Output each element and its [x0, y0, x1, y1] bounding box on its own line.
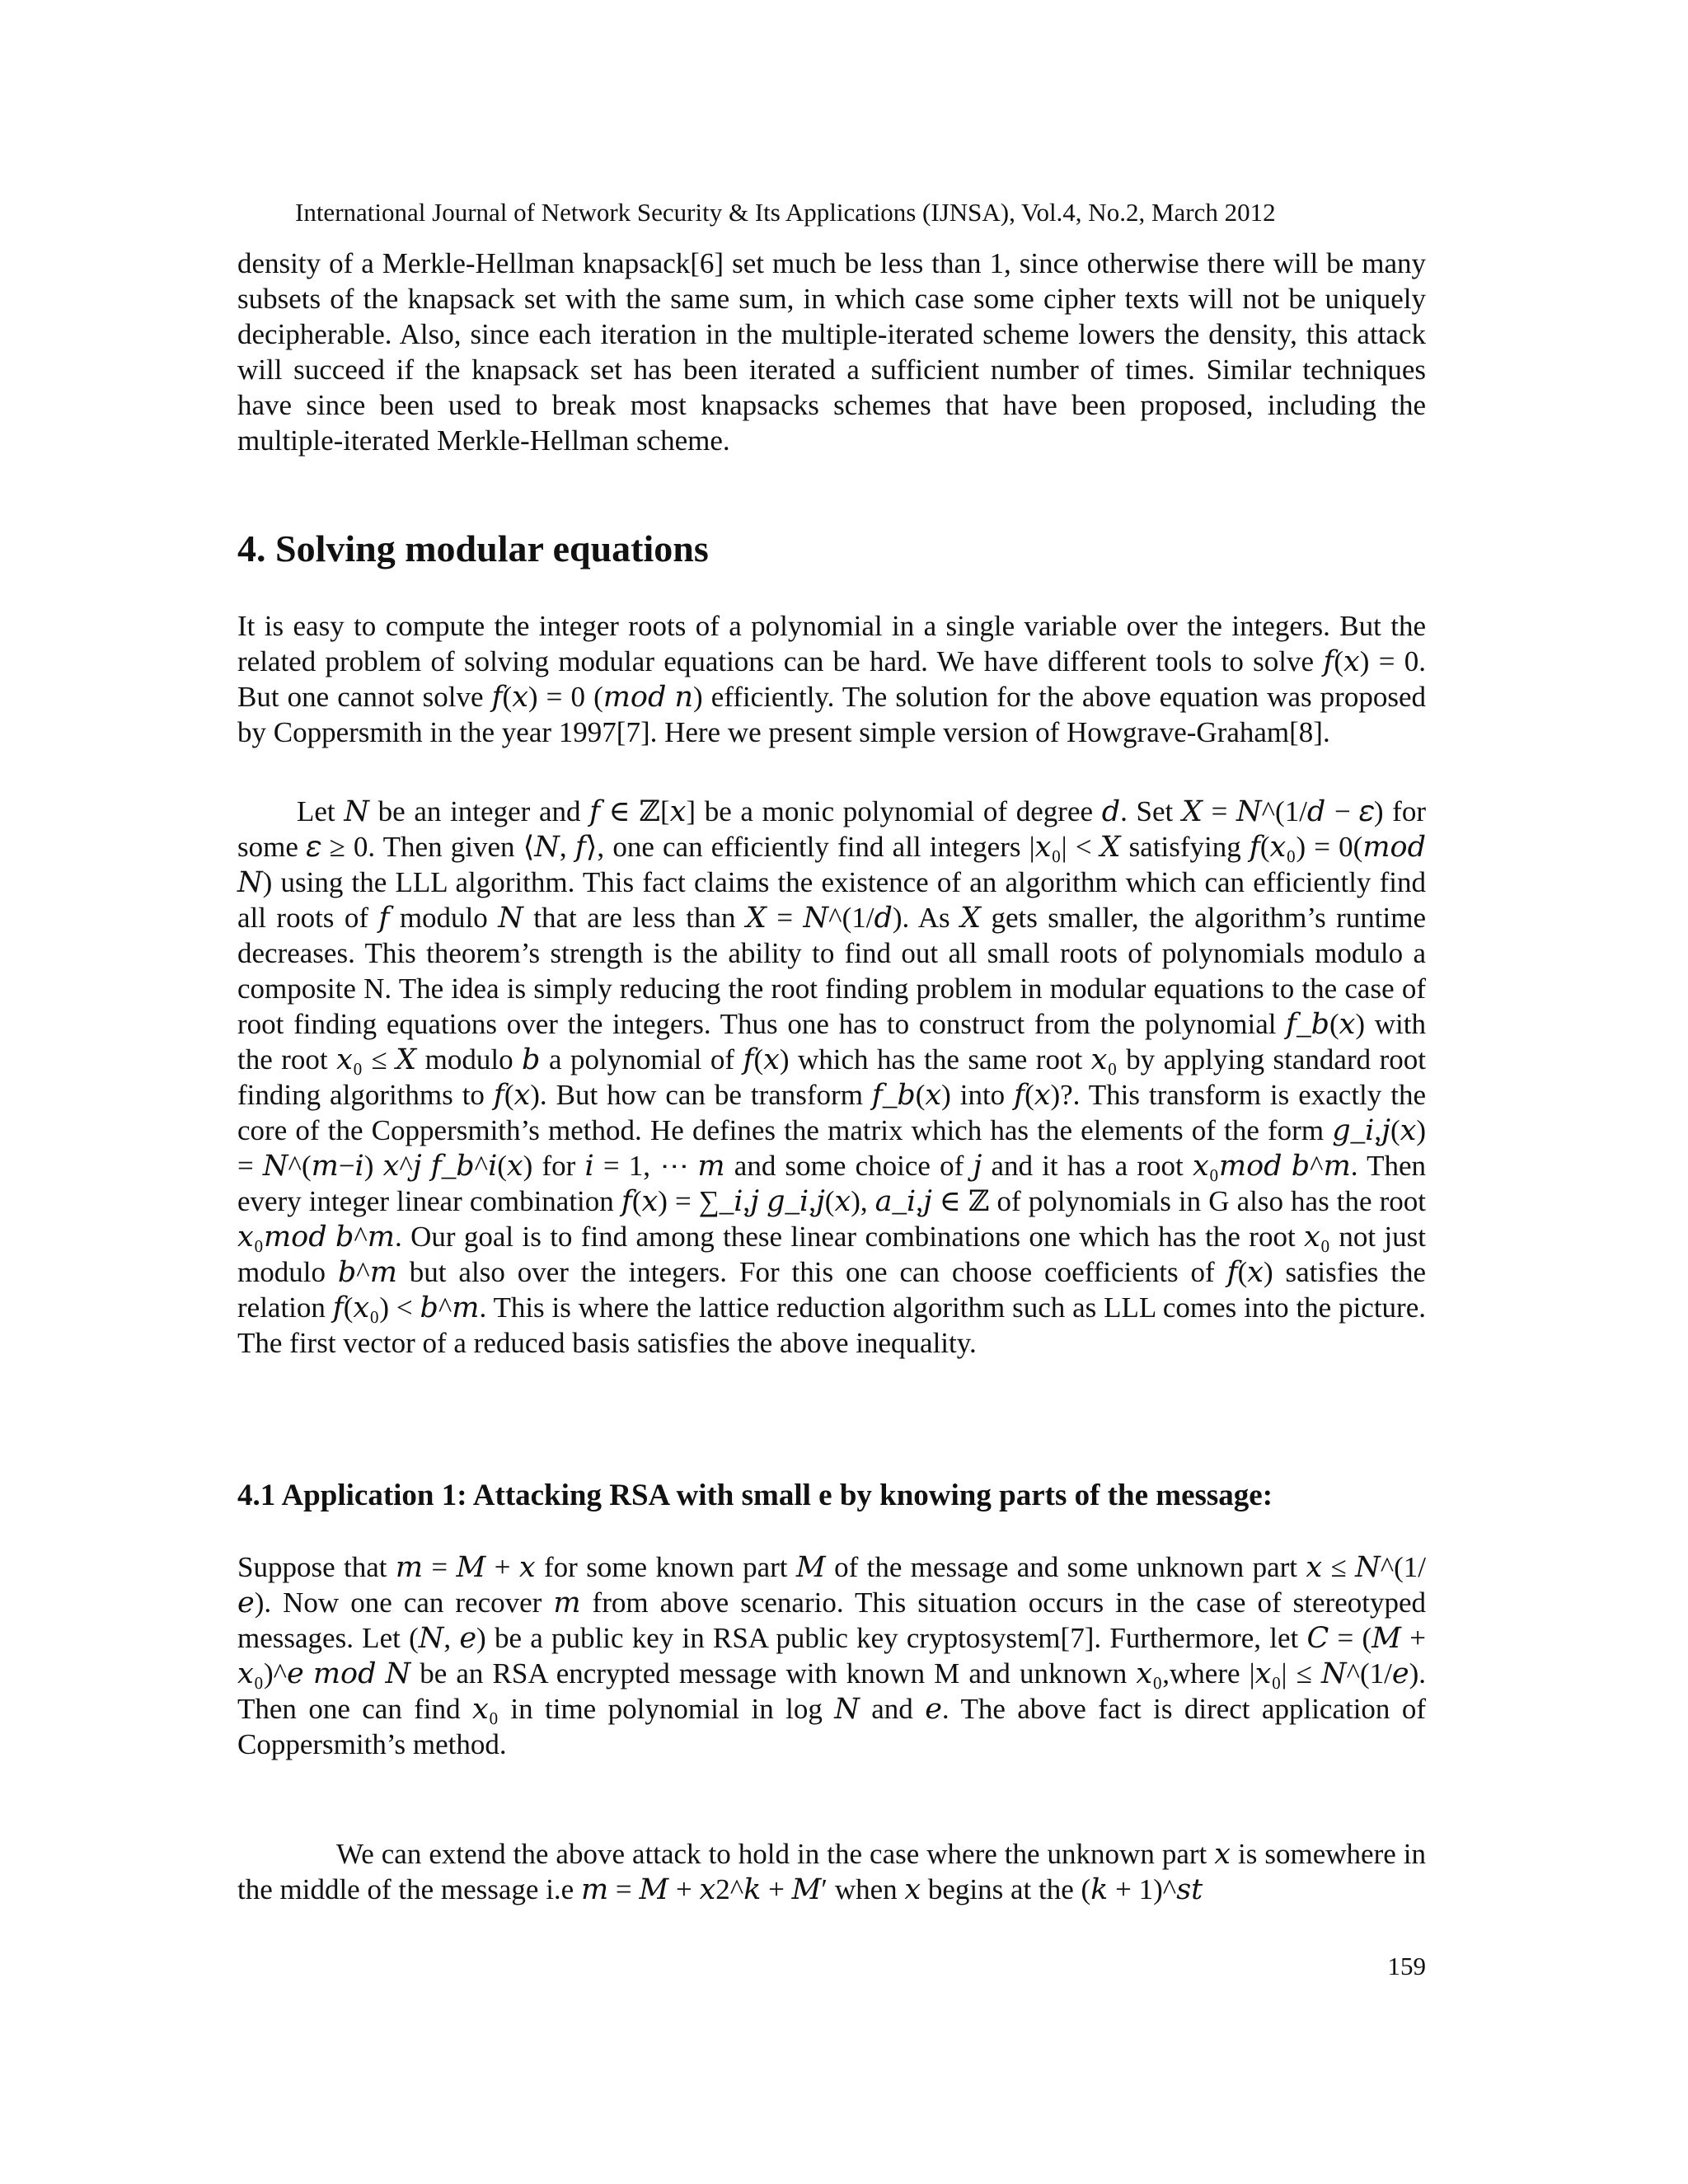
running-header: International Journal of Network Security & Its Applications (IJNSA), Vol.4, No.2, March 2012 — [295, 198, 1276, 227]
section-4-1-heading: 4.1 Application 1: Attacking RSA with small e by knowing parts of the message: — [237, 1479, 1273, 1512]
section-4-1-paragraph-1: Suppose that 𝑚 = 𝑀 + 𝑥 for some known part 𝑀 of the message and some unknown part 𝑥 ≤ 𝑁^(1/𝑒). Now one can recover 𝑚 from above scenario. This situation occurs in the case of stereotyped messages. Let (𝑁, 𝑒) be a public key in RSA public key cryptosystem[7]. Furthermore, let 𝐶 = (𝑀 + 𝑥₀)^𝑒 𝑚𝑜𝑑 𝑁 be an RSA encrypted message with known M and unknown 𝑥₀,where |𝑥₀| ≤ 𝑁^(1/𝑒). Then one can find 𝑥₀ in time polynomial in log 𝑁 and 𝑒. The above fact is direct application of Coppersmith’s method. — [237, 1551, 1426, 1760]
page-number: 159 — [1387, 1952, 1426, 1980]
section-4-paragraph-1: It is easy to compute the integer roots of a polynomial in a single variable over the integers. But the related problem of solving modular equations can be hard. We have different tools to solve 𝑓(𝑥) = 0. But one cannot solve 𝑓(𝑥) = 0 (𝑚𝑜𝑑 𝑛) efficiently. The solution for the above equation was proposed by Coppersmith in the year 1997[7]. Here we present simple version of Howgrave-Graham[8]. — [237, 610, 1426, 748]
intro-paragraph: density of a Merkle-Hellman knapsack[6] set much be less than 1, since otherwise there will be many subsets of the knapsack set with the same sum, in which case some cipher texts will not be uniquely decipherable. Also, since each iteration in the multiple-iterated scheme lowers the density, this attack will succeed if the knapsack set has been iterated a sufficient number of times. Similar techniques have since been used to break most knapsacks schemes that have been proposed, including the multiple-iterated Merkle-Hellman scheme. — [237, 247, 1426, 457]
section-4-1-paragraph-2: We can extend the above attack to hold in the case where the unknown part 𝑥 is somewhere in the middle of the message i.e 𝑚 = 𝑀 + 𝑥2^𝑘 + 𝑀′ when 𝑥 begins at the (𝑘 + 1)^𝑠𝑡 — [237, 1838, 1426, 1905]
section-4-heading: 4. Solving modular equations — [237, 527, 709, 569]
section-4-paragraph-2: Let 𝑁 be an integer and 𝑓 ∈ ℤ[𝑥] be a monic polynomial of degree 𝑑. Set 𝑋 = 𝑁^(1/𝑑 − 𝜀) for some 𝜀 ≥ 0. Then given ⟨𝑁, 𝑓⟩, one can efficiently find all integers |𝑥₀| < 𝑋 satisfying 𝑓(𝑥₀) = 0(𝑚𝑜𝑑 𝑁) using the LLL algorithm. This fact claims the existence of an algorithm which can efficiently find all roots of 𝑓 modulo 𝑁 that are less than 𝑋 = 𝑁^(1/𝑑). As 𝑋 gets smaller, the algorithm’s runtime decreases. This theorem’s strength is the ability to find out all small roots of polynomials modulo a composite N. The idea is simply reducing the root finding problem in modular equations to the case of root finding equations over the integers. Thus one has to construct from the polynomial 𝑓_𝑏(𝑥) with the root 𝑥₀ ≤ 𝑋 modulo 𝑏 a polynomial of 𝑓(𝑥) which has the same root 𝑥₀ by applying standard root finding algorithms to 𝑓(𝑥). But how can be transform 𝑓_𝑏(𝑥) into 𝑓(𝑥)?. This transform is exactly the core of the Coppersmith’s method. He defines the matrix which has the elements of the form 𝑔_𝑖,𝑗(𝑥) = 𝑁^(𝑚−𝑖) 𝑥^𝑗 𝑓_𝑏^𝑖(𝑥) for 𝑖 = 1, ⋯ 𝑚 and some choice of 𝑗 and it has a root 𝑥₀𝑚𝑜𝑑 𝑏^𝑚. Then every integer linear combination 𝑓(𝑥) = ∑_𝑖,𝑗 𝑔_𝑖,𝑗(𝑥), 𝑎_𝑖,𝑗 ∈ ℤ of polynomials in G also has the root 𝑥₀𝑚𝑜𝑑 𝑏^𝑚. Our goal is to find among these linear combinations one which has the root 𝑥₀ not just modulo 𝑏^𝑚 but also over the integers. For this one can choose coefficients of 𝑓(𝑥) satisfies the relation 𝑓(𝑥₀) < 𝑏^𝑚. This is where the lattice reduction algorithm such as LLL comes into the picture. The first vector of a reduced basis satisfies the above inequality. — [237, 795, 1426, 1359]
